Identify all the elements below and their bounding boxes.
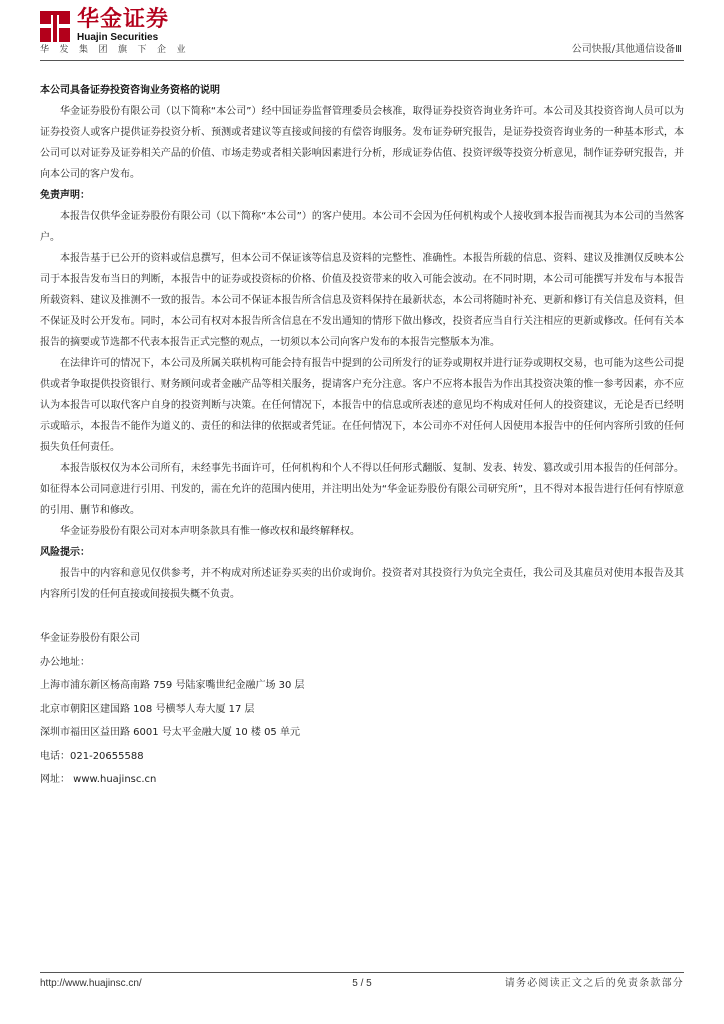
risk-heading: 风险提示： bbox=[40, 547, 90, 558]
disclaimer-paragraph: 华金证券股份有限公司对本声明条款具有惟一修改权和最终解释权。 bbox=[60, 526, 360, 537]
website: 网址： www.huajinsc.cn bbox=[40, 774, 157, 785]
footer-url-link[interactable]: http://www.huajinsc.cn/ bbox=[40, 978, 142, 989]
disclaimer-paragraph: 本报告仅供华金证券股份有限公司（以下简称“本公司”）的客户使用。本公司不会因为任何机构或个人接收到本报告而视其为本公司的当然客户。 bbox=[40, 211, 684, 243]
company-name: 华金证券股份有限公司 bbox=[40, 633, 140, 644]
report-type: 公司快报/其他通信设备Ⅲ bbox=[571, 44, 682, 55]
disclaimer-paragraph: 本报告版权仅为本公司所有，未经事先书面许可，任何机构和个人不得以任何形式翻版、复制、发表、转发、篡改或引用本报告的任何部分。如征得本公司同意进行引用、刊发的，需在允许的范围内使用，并注明出处为“华金证券股份有限公司研究所”，且不得对本报告进行任何有悖原意的引用、删节和修改。 bbox=[40, 463, 684, 516]
contact-block bbox=[40, 627, 684, 792]
address-shenzhen: 深圳市福田区益田路 6001 号太平金融大厦 10 楼 05 单元 bbox=[40, 727, 300, 738]
group-tagline: 华发集团旗下企业 bbox=[40, 45, 197, 55]
footer-divider bbox=[40, 972, 684, 973]
phone-number: 电话：021-20655588 bbox=[40, 750, 144, 762]
disclaimer-heading: 免责声明： bbox=[40, 190, 90, 201]
disclosure-content bbox=[40, 80, 684, 792]
risk-paragraph: 报告中的内容和意见仅供参考，并不构成对所述证券买卖的出价或询价。投资者对其投资行为负完全责任，我公司及其雇员对使用本报告及其内容所引发的任何直接或间接损失概不负责。 bbox=[40, 568, 684, 600]
qualification-paragraph: 华金证券股份有限公司（以下简称“本公司”）经中国证券监督管理委员会核准，取得证券投资咨询业务许可。本公司及其投资咨询人员可以为证券投资人或客户提供证券投资分析、预测或者建议等直接或间接的有偿咨询服务。发布证券研究报告，是证券投资咨询业务的一种基本形式，本公司可以对证券及证券相关产品的价值、市场走势或者相关影响因素进行分析，形成证券估值、投资评级等投资分析意见，制作证券研究报告，并向本公司的客户发布。 bbox=[40, 106, 684, 180]
footer-disclaimer-note: 请务必阅读正文之后的免责条款部分 bbox=[504, 978, 684, 989]
header-divider bbox=[40, 60, 684, 61]
address-label: 办公地址： bbox=[40, 656, 90, 668]
qualification-heading: 本公司具备证券投资咨询业务资格的说明 bbox=[40, 85, 220, 96]
address-beijing: 北京市朝阳区建国路 108 号横琴人寿大厦 17 层 bbox=[40, 703, 255, 715]
brand-name-cn: 华金证券 bbox=[77, 7, 170, 32]
brand-name-en: Huajin Securities bbox=[77, 32, 159, 43]
huajin-logo-icon bbox=[40, 11, 70, 42]
disclaimer-paragraph: 本报告基于已公开的资料或信息撰写，但本公司不保证该等信息及资料的完整性、准确性。本报告所载的信息、资料、建议及推测仅反映本公司于本报告发布当日的判断，本报告中的证券或投资标的价格、价值及投资带来的收入可能会波动。在不同时期，本公司可能撰写并发布与本报告所载资料、建议及推测不一致的报告。本公司不保证本报告所含信息及资料保持在最新状态，本公司将随时补充、更新和修订有关信息及资料，但不保证及时公开发布。同时，本公司有权对本报告所含信息在不发出通知的情形下做出修改，投资者应当自行关注相应的更新或修改。任何有关本报告的摘要或节选都不代表本报告正式完整的观点，一切须以本公司向客户发布的本报告完整版本为准。 bbox=[40, 253, 684, 348]
disclaimer-paragraph: 在法律许可的情况下，本公司及所属关联机构可能会持有报告中提到的公司所发行的证券或期权并进行证券或期权交易，也可能为这些公司提供或者争取提供投资银行、财务顾问或者金融产品等相关服务，提请客户充分注意。客户不应将本报告为作出其投资决策的惟一参考因素，亦不应认为本报告可以取代客户自身的投资判断与决策。在任何情况下，本报告中的信息或所表述的意见均不构成对任何人的投资建议，无论是否已经明示或暗示，本报告不能作为道义的、责任的和法律的依据或者凭证。在任何情况下，本公司亦不对任何人因使用本报告中的任何内容所引致的任何损失负任何责任。 bbox=[40, 358, 684, 453]
address-shanghai: 上海市浦东新区杨高南路 759 号陆家嘴世纪金融广场 30 层 bbox=[40, 680, 305, 691]
page-number: 5 / 5 bbox=[352, 978, 372, 989]
